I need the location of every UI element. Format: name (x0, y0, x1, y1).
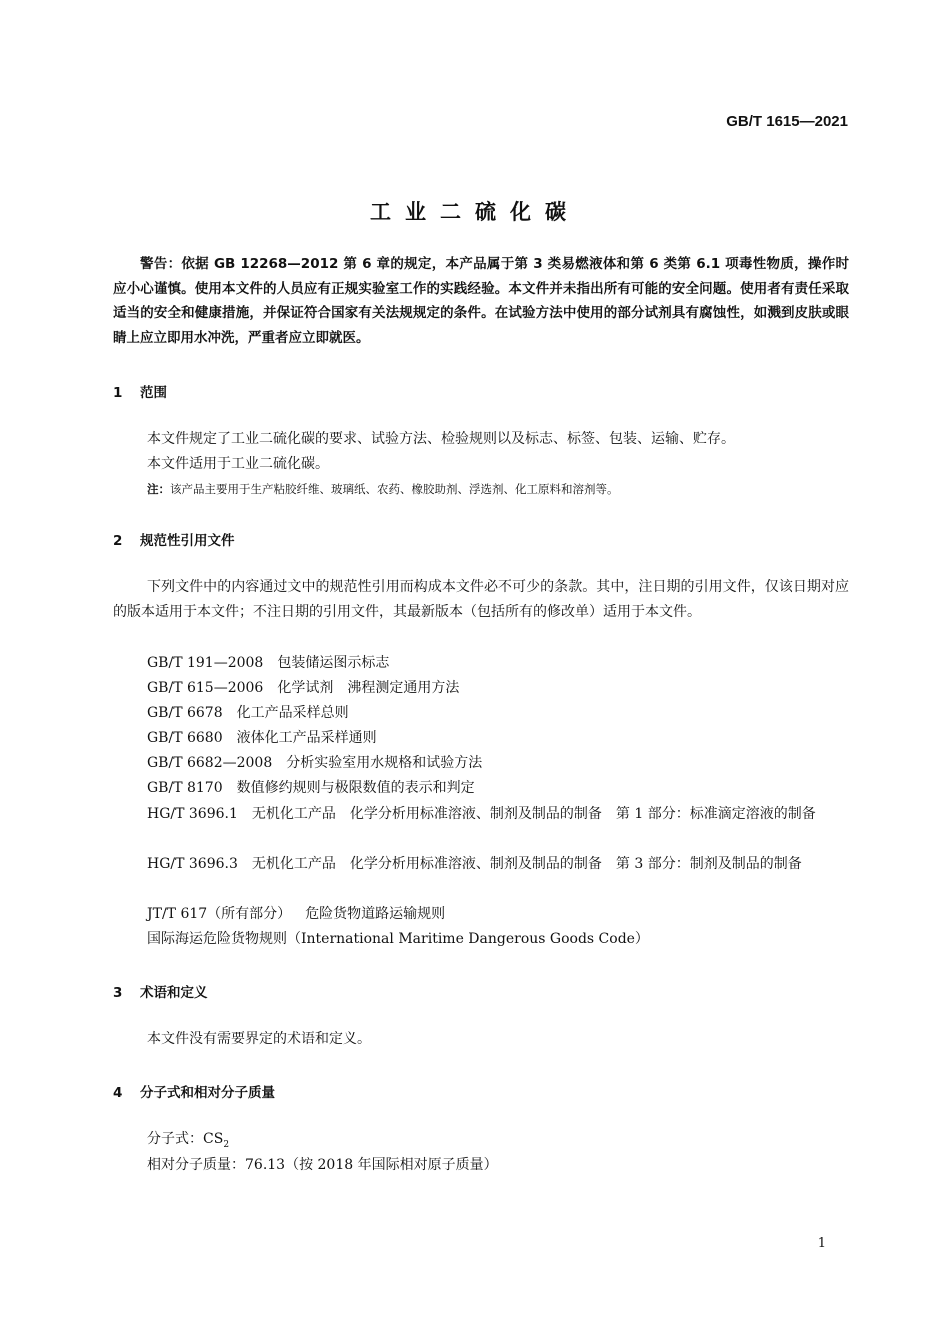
section-number: 3 (113, 985, 123, 1001)
page-number: 1 (817, 1236, 826, 1251)
section-title: 范围 (140, 385, 167, 401)
reference-title: 无机化工产品 化学分析用标准溶液、制剂及制品的制备 第 3 部分：制剂及制品的制备 (251, 856, 802, 872)
reference-item (147, 903, 445, 923)
section-2-heading (113, 529, 235, 549)
reference-title: 化工产品采样总则 (236, 705, 349, 721)
reference-item (147, 727, 377, 747)
reference-code: HG/T 3696.3 (147, 856, 238, 872)
reference-title: 化学试剂 沸程测定通用方法 (277, 680, 460, 696)
reference-code: JT/T 617（所有部分） (147, 906, 292, 922)
section-number: 1 (113, 385, 123, 401)
warning-paragraph: 警告：依据 GB 12268—2012 第 6 章的规定，本产品属于第 3 类易燃液体和第 6 类第 6.1 项毒性物质，操作时应小心谨慎。使用本文件的人员应有正规实验室工作的实践经验。本文件并未指出所有可能的安全问题。使用者有责任采取适当的安全和健康措施，并保证符合国家有关法规规定的条件。在试验方法中使用的部分试剂具有腐蚀性，如溅到皮肤或眼睛上应立即用水冲洗，严重者应立即就医。 (113, 256, 849, 346)
scope-paragraph-1: 本文件规定了工业二硫化碳的要求、试验方法、检验规则以及标志、标签、包装、运输、贮存。 (147, 431, 735, 447)
reference-item (147, 677, 459, 697)
section-3-heading (113, 981, 208, 1001)
reference-item (113, 802, 849, 827)
section-4-heading (113, 1081, 275, 1101)
section-1-heading (113, 381, 167, 401)
reference-item (147, 752, 482, 772)
reference-code: GB/T 191—2008 (147, 655, 264, 671)
scope-paragraph-2: 本文件适用于工业二硫化碳。 (147, 456, 329, 472)
section-number: 2 (113, 533, 123, 549)
reference-code: GB/T 615—2006 (147, 680, 264, 696)
section-title: 规范性引用文件 (140, 533, 235, 549)
formula-label: 分子式： (147, 1131, 203, 1147)
reference-item (147, 777, 475, 797)
reference-title: 危险货物道路运输规则 (305, 906, 446, 922)
reference-code: GB/T 6682—2008 (147, 755, 273, 771)
relative-molecular-mass: 相对分子质量：76.13（按 2018 年国际相对原子质量） (147, 1157, 498, 1173)
reference-title: 数值修约规则与极限数值的表示和判定 (236, 780, 475, 796)
reference-code: GB/T 8170 (147, 780, 223, 796)
reference-item (113, 852, 849, 877)
standard-code: GB/T 1615—2021 (726, 113, 848, 130)
note-text: 该产品主要用于生产粘胶纤维、玻璃纸、农药、橡胶助剂、浮选剂、化工原料和溶剂等。 (170, 482, 619, 496)
reference-code: HG/T 3696.1 (147, 806, 238, 822)
terms-paragraph: 本文件没有需要界定的术语和定义。 (147, 1031, 371, 1047)
reference-code: GB/T 6680 (147, 730, 223, 746)
reference-item (147, 702, 349, 722)
note-label: 注： (147, 482, 170, 496)
reference-title: 包装储运图示标志 (277, 655, 390, 671)
reference-title: 液体化工产品采样通则 (236, 730, 377, 746)
section-number: 4 (113, 1085, 123, 1101)
reference-item (147, 652, 389, 672)
molecular-formula (147, 1128, 229, 1150)
reference-title: 无机化工产品 化学分析用标准溶液、制剂及制品的制备 第 1 部分：标准滴定溶液的制备 (251, 806, 816, 822)
scope-note (147, 481, 619, 497)
formula-subscript: 2 (223, 1139, 230, 1150)
reference-title: 分析实验室用水规格和试验方法 (286, 755, 483, 771)
formula-main: CS (203, 1131, 224, 1147)
normative-refs-intro: 下列文件中的内容通过文中的规范性引用而构成本文件必不可少的条款。其中，注日期的引用文件，仅该日期对应的版本适用于本文件；不注日期的引用文件，其最新版本（包括所有的修改单）适用于本文件。 (113, 579, 849, 620)
reference-code: GB/T 6678 (147, 705, 223, 721)
section-title: 分子式和相对分子质量 (140, 1085, 275, 1101)
document-title: 工业二硫化碳 (370, 200, 580, 224)
reference-item-imdg: 国际海运危险货物规则（International Maritime Dangerous Goods Code） (147, 931, 649, 947)
section-title: 术语和定义 (140, 985, 208, 1001)
